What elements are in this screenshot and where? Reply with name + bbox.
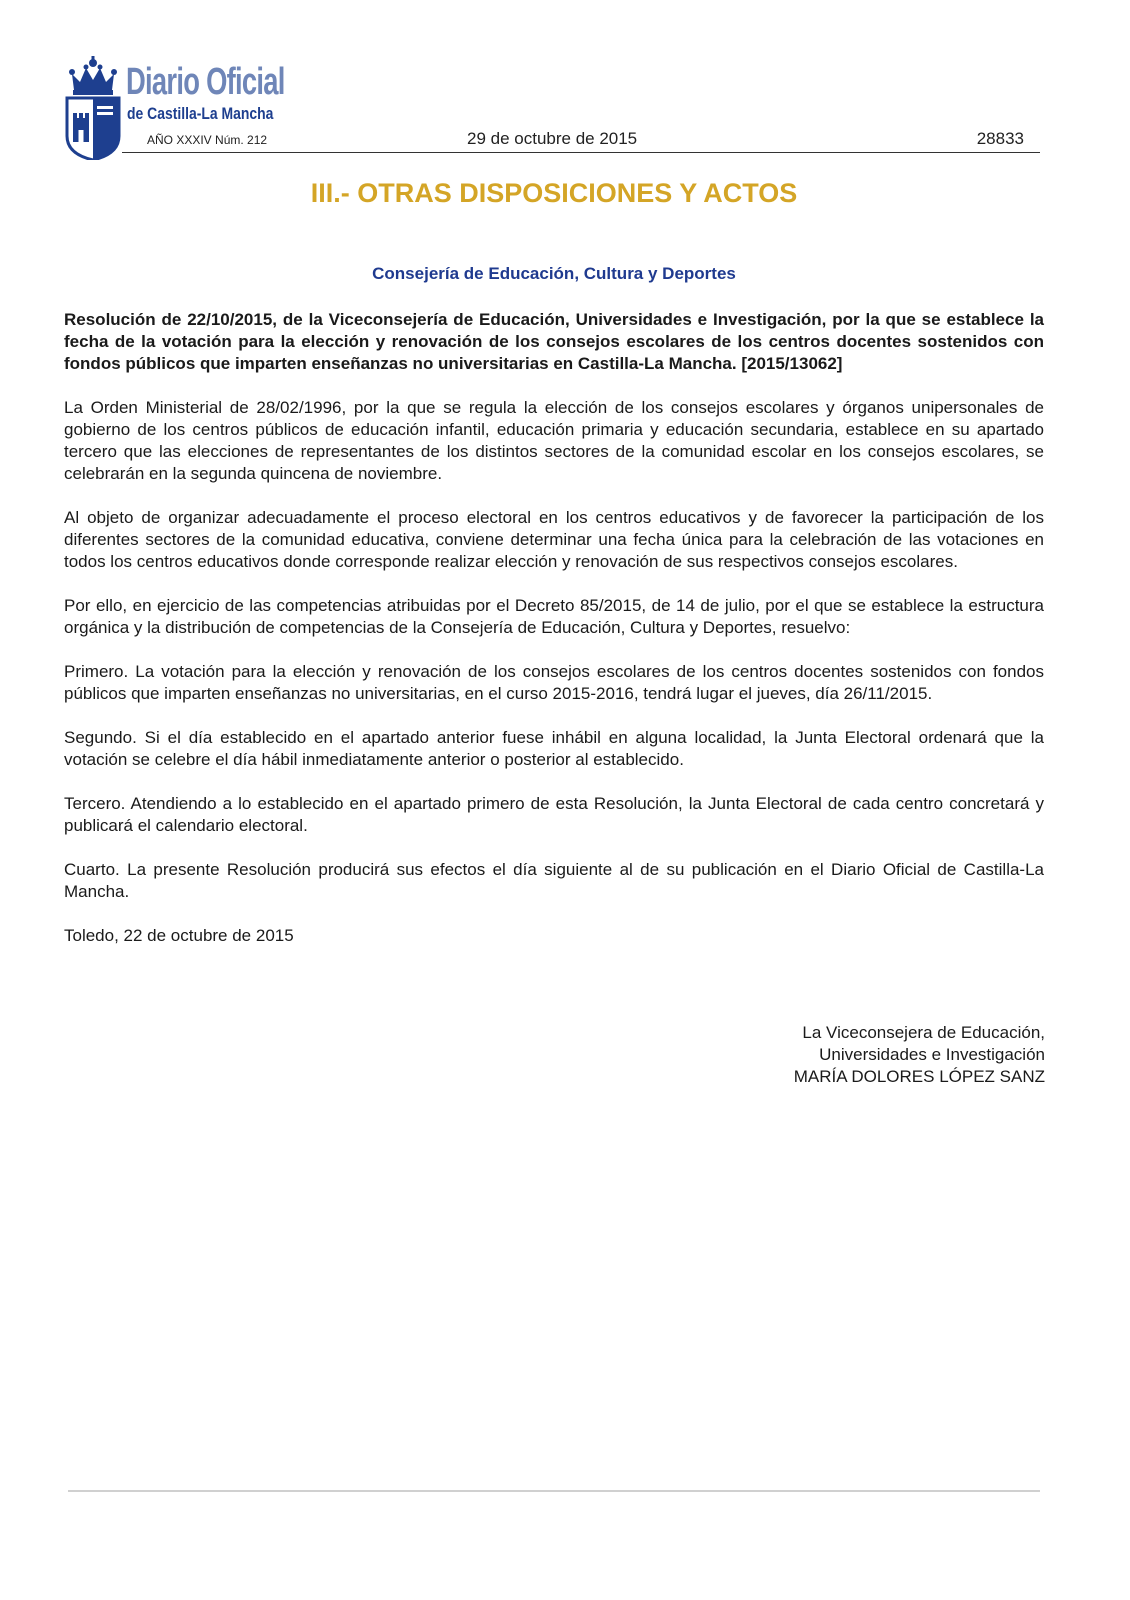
issue-number: AÑO XXXIV Núm. 212 — [147, 133, 268, 147]
paragraph-segundo: Segundo. Si el día establecido en el apartado anterior fuese inhábil en alguna localidad, la Junta Electoral ordenará que la votación se celebre el día hábil inmediatamente anterior o posterior al establecido. — [64, 728, 1044, 769]
resolution-title: Resolución de 22/10/2015, de la Viceconsejería de Educación, Universidades e Investigación, por la que se establece la fecha de la votación para la elección y renovación de los consejos escolares de los centros docentes sostenidos con fondos públicos que imparten enseñanzas no universitarias en Castilla-La Mancha. [2015/13062] — [64, 310, 1044, 373]
paragraph-preamble: La Orden Ministerial de 28/02/1996, por la que se regula la elección de los consejos escolares y órganos unipersonales de gobierno de los centros públicos de educación infantil, educación primaria y educación secundaria, establece en su apartado tercero que las elecciones de representantes de los distintos sectores de la comunidad escolar en los consejos escolares, se celebrarán en la segunda quincena de noviembre. — [64, 398, 1044, 483]
signatory-title-line1: La Viceconsejera de Educación, — [802, 1023, 1045, 1042]
masthead-title: Diario Oficial — [126, 61, 285, 103]
castilla-la-mancha-coat-of-arms-icon — [64, 56, 122, 160]
paragraph-cuarto: Cuarto. La presente Resolución producirá sus efectos el día siguiente al de su publicación en el Diario Oficial de Castilla-La Mancha. — [64, 860, 1044, 901]
paragraph-competences: Por ello, en ejercicio de las competencias atribuidas por el Decreto 85/2015, de 14 de julio, por el que se establece la estructura orgánica y la distribución de competencias de la Consejería de Educación, Cultura y Deportes, resuelvo: — [64, 596, 1044, 637]
signatory-title-line2: Universidades e Investigación — [819, 1045, 1045, 1064]
paragraph-primero: Primero. La votación para la elección y renovación de los consejos escolares de los centros docentes sostenidos con fondos públicos que imparten enseñanzas no universitarias, en el curso 2015-2016, tendrá lugar el jueves, día 26/11/2015. — [64, 662, 1044, 703]
header-divider — [122, 152, 1040, 153]
signature-block — [794, 1022, 1045, 1088]
masthead-subtitle: de Castilla-La Mancha — [127, 104, 274, 123]
place-and-date: Toledo, 22 de octubre de 2015 — [64, 926, 294, 945]
paragraph-objective: Al objeto de organizar adecuadamente el proceso electoral en los centros educativos y de favorecer la participación de los diferentes sectores de la comunidad educativa, conviene determinar una fecha única para la celebración de las votaciones en todos los centros educativos donde corresponde realizar elección y renovación de sus respectivos consejos escolares. — [64, 508, 1044, 571]
department-name: Consejería de Educación, Cultura y Deportes — [372, 264, 736, 283]
signatory-name: MARÍA DOLORES LÓPEZ SANZ — [793, 1067, 1045, 1086]
footer-divider — [68, 1490, 1040, 1492]
section-title: III.- OTRAS DISPOSICIONES Y ACTOS — [310, 178, 798, 208]
publication-date: 29 de octubre de 2015 — [467, 129, 638, 148]
document-body — [64, 309, 1044, 947]
page-number: 28833 — [976, 129, 1024, 148]
paragraph-tercero: Tercero. Atendiendo a lo establecido en el apartado primero de esta Resolución, la Junta Electoral de cada centro concretará y publicará el calendario electoral. — [64, 794, 1044, 835]
